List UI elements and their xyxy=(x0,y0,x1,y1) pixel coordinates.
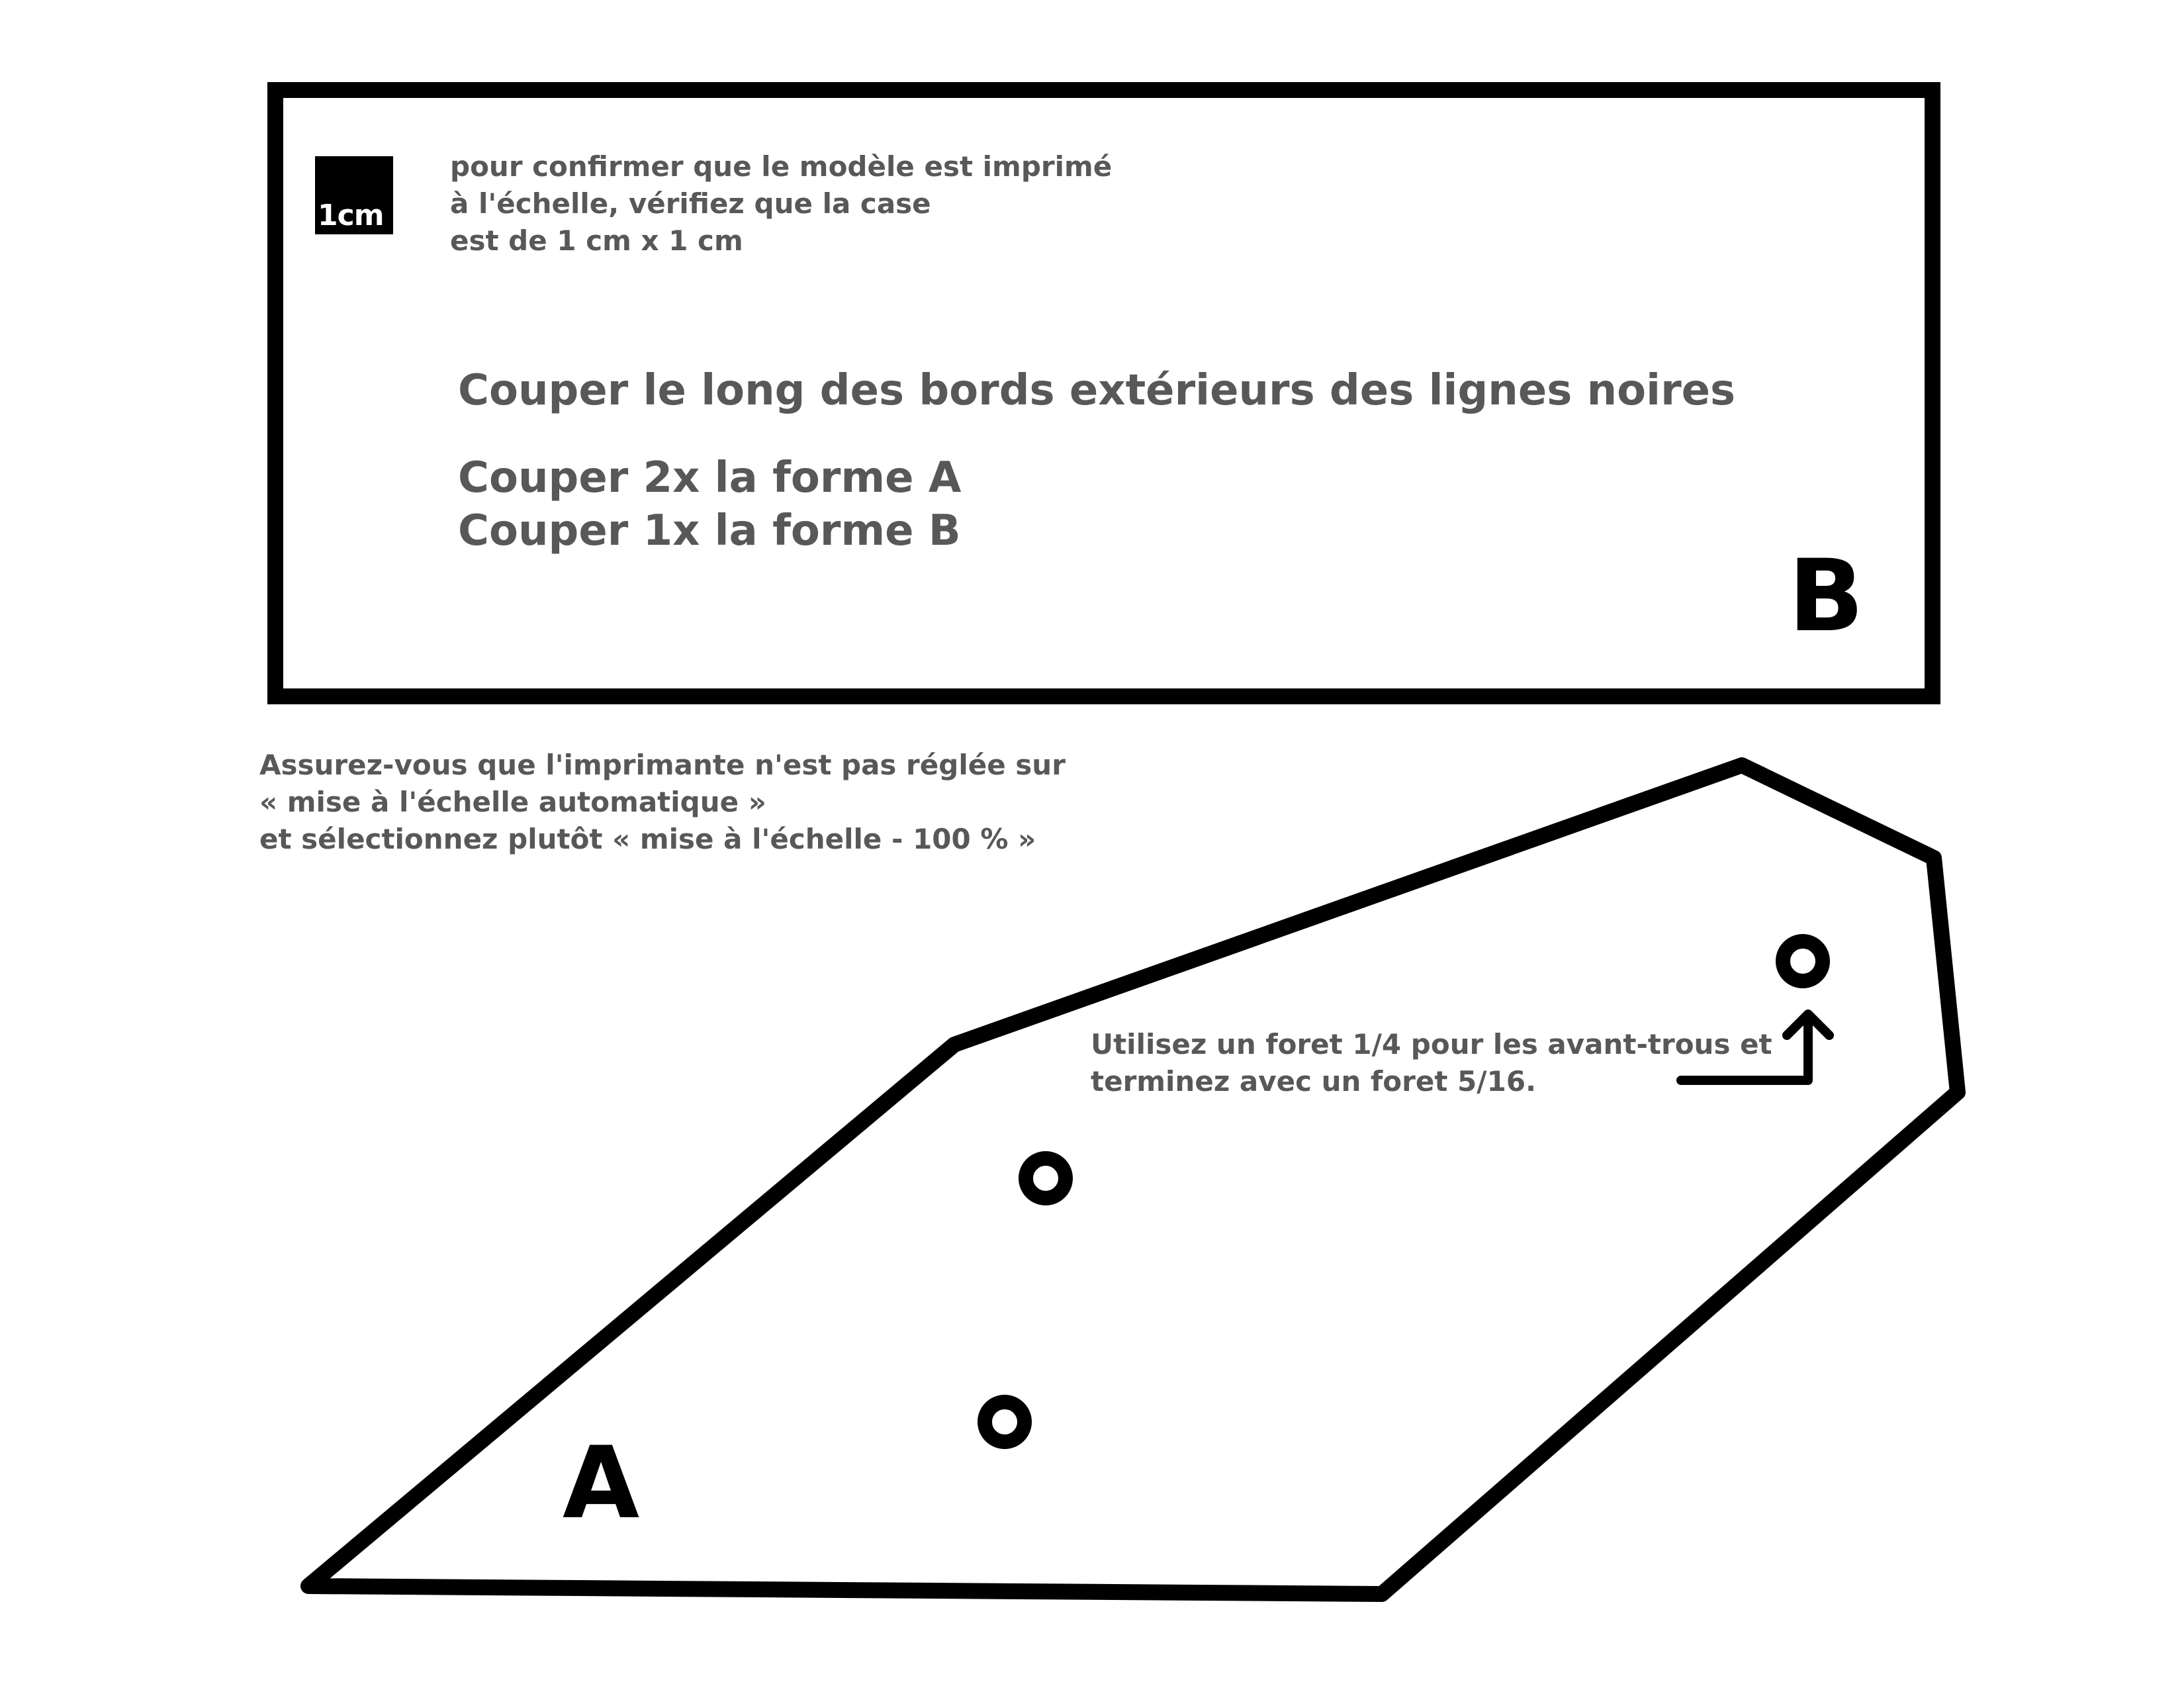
drill-note-line: terminez avec un foret 5/16. xyxy=(1091,1065,1537,1098)
printer-note-line: et sélectionnez plutôt « mise à l'échelle - 100 % » xyxy=(259,823,1036,855)
cut-count-line: Couper 1x la forme B xyxy=(458,506,961,555)
drill-hole-top-right xyxy=(1783,941,1823,981)
printer-note-line: Assurez-vous que l'imprimante n'est pas réglée sur xyxy=(259,749,1066,781)
scale-note-line: à l'échelle, vérifiez que la case xyxy=(450,187,931,220)
scale-note-line: pour confirmer que le modèle est imprimé xyxy=(450,150,1113,183)
shape-a-outline xyxy=(308,765,1958,1594)
scale-label: 1cm xyxy=(318,199,384,232)
drill-hole-middle xyxy=(1026,1158,1066,1198)
printer-note-line: « mise à l'échelle automatique » xyxy=(259,786,766,818)
drill-hole-bottom xyxy=(985,1402,1024,1442)
shape-a-letter: A xyxy=(563,1426,640,1541)
shape-b-letter: B xyxy=(1788,539,1864,654)
drill-note-line: Utilisez un foret 1/4 pour les avant-trous et xyxy=(1091,1028,1772,1060)
cut-count-line: Couper 2x la forme A xyxy=(458,453,962,502)
drill-note xyxy=(1091,1026,1772,1100)
cut-edges-instruction: Couper le long des bords extérieurs des lignes noires xyxy=(458,366,1736,415)
scale-note-line: est de 1 cm x 1 cm xyxy=(450,224,743,257)
